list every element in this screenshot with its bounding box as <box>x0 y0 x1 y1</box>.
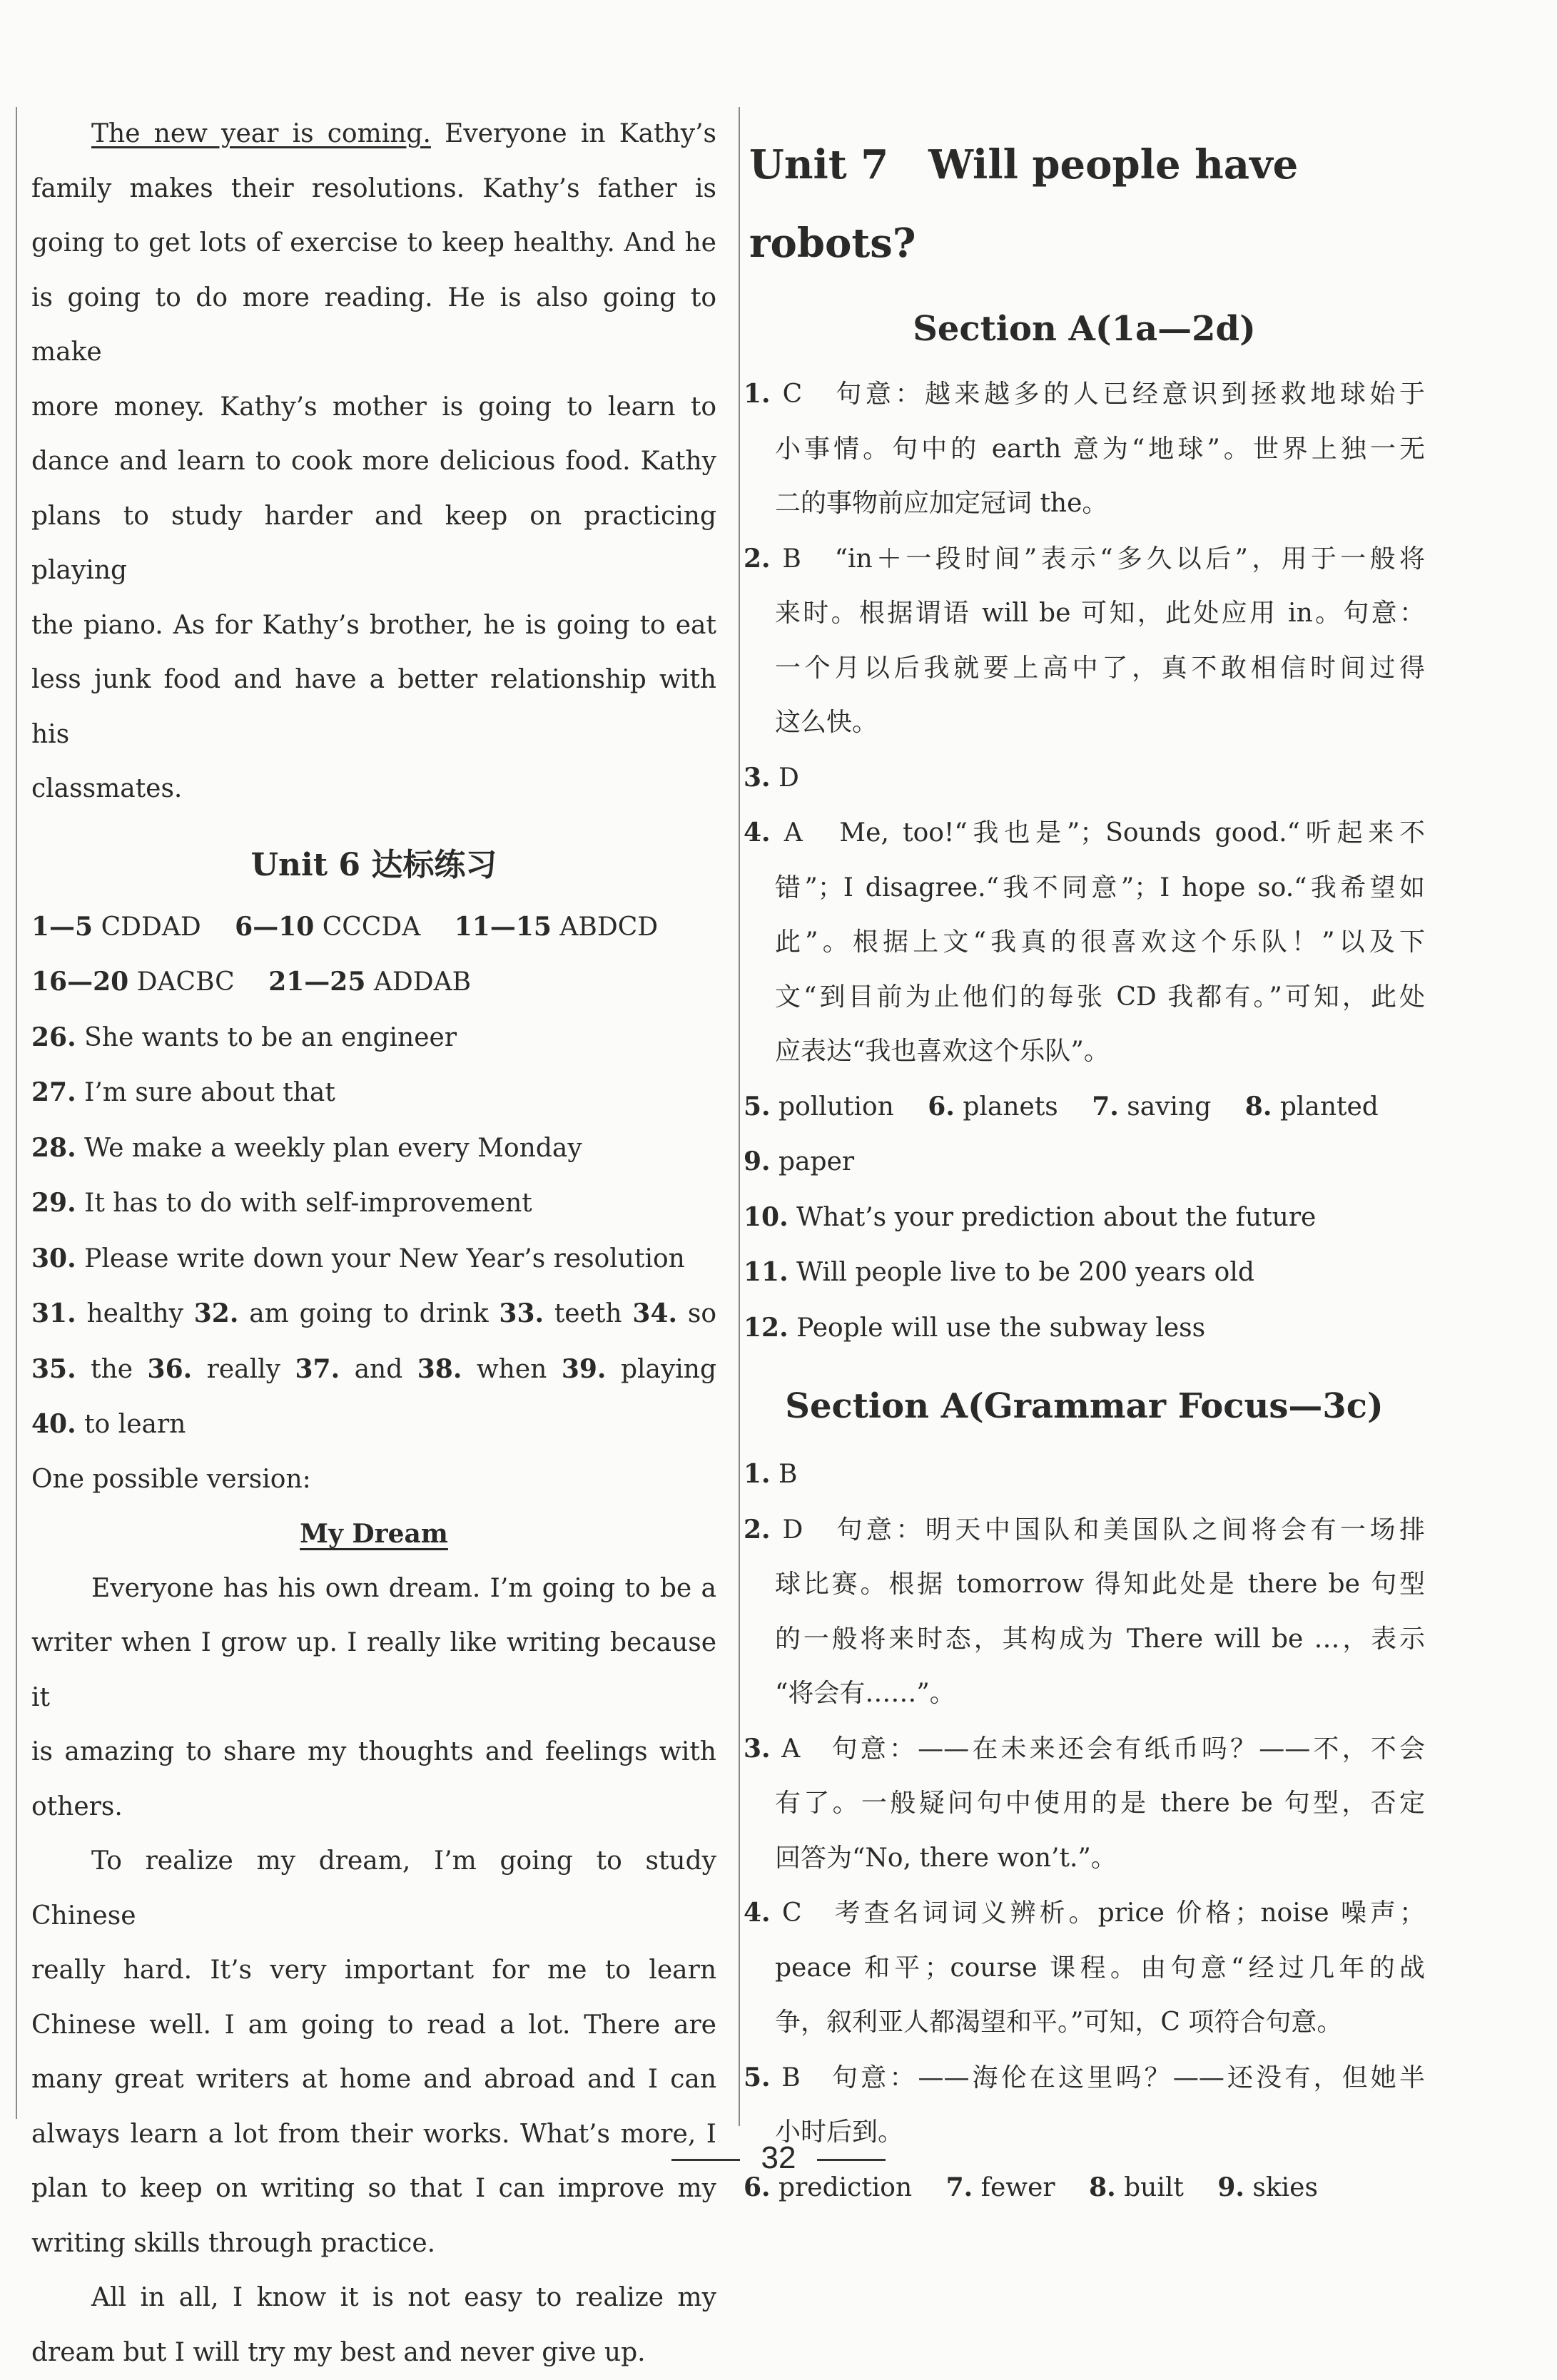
essay-title: My Dream <box>31 1507 716 1562</box>
essay-line: really hard. It’s very important for me to learn <box>31 1943 716 1998</box>
intro-line: going to get lots of exercise to keep healthy. And he <box>31 216 716 271</box>
fill-answer-row: 31. healthy 32. am going to drink 33. teeth 34. so <box>31 1286 716 1342</box>
essay-line: Chinese well. I am going to read a lot. There are <box>31 1998 716 2053</box>
left-margin-rule <box>16 107 17 2119</box>
intro-line: the piano. As for Kathy’s brother, he is going to eat <box>31 599 716 654</box>
answer-item: 10. What’s your prediction about the future <box>744 1190 1425 1246</box>
essay-line: writer when I grow up. I really like writing because it <box>31 1616 716 1725</box>
answer-item: 1. C 句意：越来越多的人已经意识到拯救地球始于 小事情。句中的 earth 意为“地球”。世界上独一无 二的事物前应加定冠词 the。 <box>744 367 1425 532</box>
intro-line: family makes their resolutions. Kathy’s father is <box>31 162 716 217</box>
answer-item: 28. We make a weekly plan every Monday <box>31 1121 716 1176</box>
page-number-rule-left <box>671 2159 740 2161</box>
answer-item: 30. Please write down your New Year’s resolution <box>31 1231 716 1287</box>
answer-item: 27. I’m sure about that <box>31 1065 716 1121</box>
essay-line: writing skills through practice. <box>31 2217 716 2272</box>
answer-item: 26. She wants to be an engineer <box>31 1010 716 1066</box>
answer-item: 2. B “in＋一段时间”表示“多久以后”，用于一般将 来时。根据谓语 will be 可知，此处应用 in。句意： 一个月以后我就要上高中了，真不敢相信时间过得 这么快。 <box>744 532 1425 751</box>
section-a-grammar-focus-title: Section A(Grammar Focus—3c) <box>744 1374 1425 1438</box>
essay-line: always learn a lot from their works. What’s more, I <box>31 2107 716 2162</box>
essay-paragraph <box>31 1834 716 2271</box>
intro-line: more money. Kathy’s mother is going to learn to <box>31 380 716 435</box>
intro-line: classmates. <box>31 762 716 817</box>
mc-answer-row: 1—5 CDDAD 6—10 CCCDA 11—15 ABDCD <box>31 900 716 955</box>
essay-line: All in all, I know it is not easy to realize my <box>31 2271 716 2326</box>
right-column <box>744 107 1425 2215</box>
answer-item: 3. A 句意：——在未来还会有纸币吗？——不，不会 有了。一般疑问句中使用的是 there be 句型，否定 回答为“No, there won’t.”。 <box>744 1722 1425 1886</box>
unit6-heading: Unit 6 达标练习 <box>31 837 716 894</box>
essay-line: dream but I will try my best and never give up. <box>31 2326 716 2380</box>
intro-line: plans to study harder and keep on practicing playing <box>31 489 716 599</box>
mc-answer-row: 16—20 DACBC 21—25 ADDAB <box>31 955 716 1010</box>
answer-item: 4. C 考查名词词义辨析。price 价格；noise 噪声； peace 和平；course 课程。由句意“经过几年的战 争，叙利亚人都渴望和平。”可知，C 项符合句意。 <box>744 1886 1425 2050</box>
answer-item: 3. D <box>744 751 1425 806</box>
fill-answer-row: 5. pollution 6. planets 7. saving 8. planted <box>744 1079 1425 1135</box>
intro-line: The new year is coming. Everyone in Kathy’s <box>31 107 716 162</box>
essay-line: Everyone has his own dream. I’m going to be a <box>31 1562 716 1617</box>
essay-line: is amazing to share my thoughts and feelings with <box>31 1725 716 1780</box>
essay-line: plan to keep on writing so that I can improve my <box>31 2162 716 2217</box>
answer-item: 1. B <box>744 1447 1425 1502</box>
essay-paragraph <box>31 1562 716 1835</box>
column-divider <box>739 107 740 2126</box>
essay-line: To realize my dream, I’m going to study Chinese <box>31 1834 716 1943</box>
answer-item: 29. It has to do with self-improvement <box>31 1176 716 1231</box>
answer-item: 2. D 句意：明天中国队和美国队之间将会有一场排 球比赛。根据 tomorrow 得知此处是 there be 句型 的一般将来时态，其构成为 There will be …，表示 “将会有……”。 <box>744 1502 1425 1722</box>
answer-item: 9. paper <box>744 1134 1425 1190</box>
fill-answer-row: 40. to learn <box>31 1397 716 1453</box>
version-label: One possible version: <box>31 1453 716 1507</box>
fill-answer-row: 6. prediction 7. fewer 8. built 9. skies <box>744 2160 1425 2216</box>
answer-item: 11. Will people live to be 200 years old <box>744 1245 1425 1301</box>
intro-line: dance and learn to cook more delicious food. Kathy <box>31 434 716 489</box>
page-number-rule-right <box>817 2159 886 2161</box>
intro-line: less junk food and have a better relationship with his <box>31 653 716 762</box>
essay-line: others. <box>31 1780 716 1835</box>
answer-item: 4. A Me, too!“我也是”；Sounds good.“听起来不 错”；I disagree.“我不同意”；I hope so.“我希望如 此”。根据上文“我真的很喜欢这个乐队！”以及下 文“到目前为止他们的每张 CD 我都有。”可知，此处 应表达“我也喜欢这个乐队”。 <box>744 805 1425 1079</box>
essay-line: many great writers at home and abroad and I can <box>31 2053 716 2107</box>
left-column <box>31 107 716 2380</box>
page-number: 32 <box>0 2133 1557 2183</box>
essay-paragraph <box>31 2271 716 2380</box>
answer-item: 12. People will use the subway less <box>744 1301 1425 1356</box>
intro-passage <box>31 107 716 817</box>
fill-answer-row: 35. the 36. really 37. and 38. when 39. playing <box>31 1342 716 1398</box>
answer-item: 5. B 句意：——海伦在这里吗？——还没有，但她半 小时后到。 <box>744 2050 1425 2160</box>
unit7-title: Unit 7 Will people have robots? <box>749 126 1425 283</box>
intro-line: is going to do more reading. He is also going to make <box>31 271 716 380</box>
section-a-1a-2d-title: Section A(1a—2d) <box>744 297 1425 361</box>
